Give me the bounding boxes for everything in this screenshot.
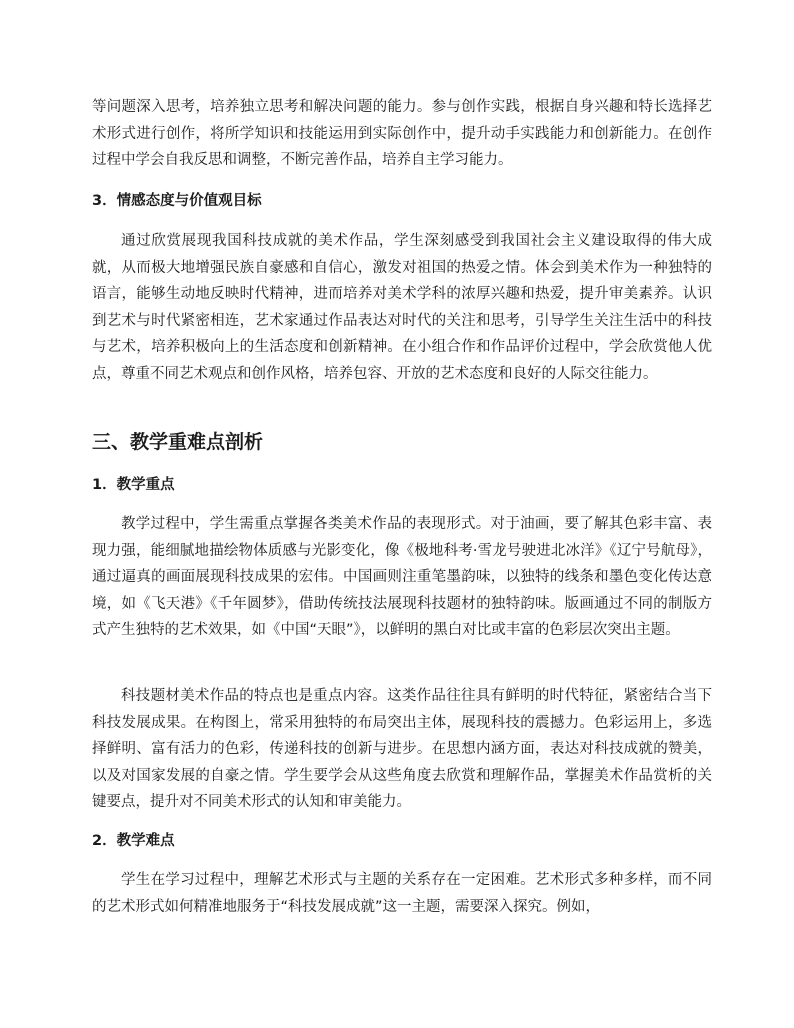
paragraph-teaching-key: 教学过程中，学生需重点掌握各类美术作品的表现形式。对于油画，要了解其色彩丰富、表现力强，能细腻地描绘物体质感与光影变化，像《极地科考·雪龙号驶进北冰洋》《辽宁号航母》，通过逼真的画面展现科技成果的宏伟。中国画则注重笔墨韵味，以独特的线条和墨色变化传达意境，如《飞天港》《千年圆梦》，借助传统技法展现科技题材的独特韵味。版画通过不同的制版方式产生独特的艺术效果，如《中国“天眼”》，以鲜明的黑白对比或丰富的色彩层次突出主题。 xyxy=(92,516,712,638)
section-heading-emotion-goals: 3．情感态度与价值观目标 xyxy=(92,193,262,209)
paragraph-emotion-goals: 通过欣赏展现我国科技成就的美术作品，学生深刻感受到我国社会主义建设取得的伟大成就，从而极大地增强民族自豪感和自信心，激发对祖国的热爱之情。体会到美术作为一种独特的语言，能够生动地反映时代精神，进而培养对美术学科的浓厚兴趣和热爱，提升审美素养。认识到艺术与时代紧密相连，艺术家通过作品表达对时代的关注和思考，引导学生关注生活中的科技与艺术，培养积极向上的生活态度和创新精神。在小组合作和作品评价过程中，学会欣赏他人优点，尊重不同艺术观点和创作风格，培养包容、开放的艺术态度和良好的人际交往能力。 xyxy=(92,233,712,382)
section-heading-teaching-key: 1．教学重点 xyxy=(92,477,175,493)
section-heading-teaching-difficulty: 2．教学难点 xyxy=(92,833,175,849)
chapter-heading-key-difficulty: 三、教学重难点剖析 xyxy=(92,431,264,453)
paragraph-teaching-difficulty: 学生在学习过程中，理解艺术形式与主题的关系存在一定困难。艺术形式多种多样，而不同的艺术形式如何精准地服务于“科技发展成就”这一主题，需要深入探究。例如， xyxy=(92,872,712,915)
paragraph-tech-features: 科技题材美术作品的特点也是重点内容。这类作品往往具有鲜明的时代特征，紧密结合当下科技发展成果。在构图上，常采用独特的布局突出主体，展现科技的震撼力。色彩运用上，多选择鲜明、富有活力的色彩，传递科技的创新与进步。在思想内涵方面，表达对科技成就的赞美，以及对国家发展的自豪之情。学生要学会从这些角度去欣赏和理解作品，掌握美术作品赏析的关键要点，提升对不同美术形式的认知和审美能力。 xyxy=(92,688,712,810)
paragraph-continued: 等问题深入思考，培养独立思考和解决问题的能力。参与创作实践，根据自身兴趣和特长选择艺术形式进行创作，将所学知识和技能运用到实际创作中，提升动手实践能力和创新能力。在创作过程中学会自我反思和调整，不断完善作品，培养自主学习能力。 xyxy=(92,99,712,168)
